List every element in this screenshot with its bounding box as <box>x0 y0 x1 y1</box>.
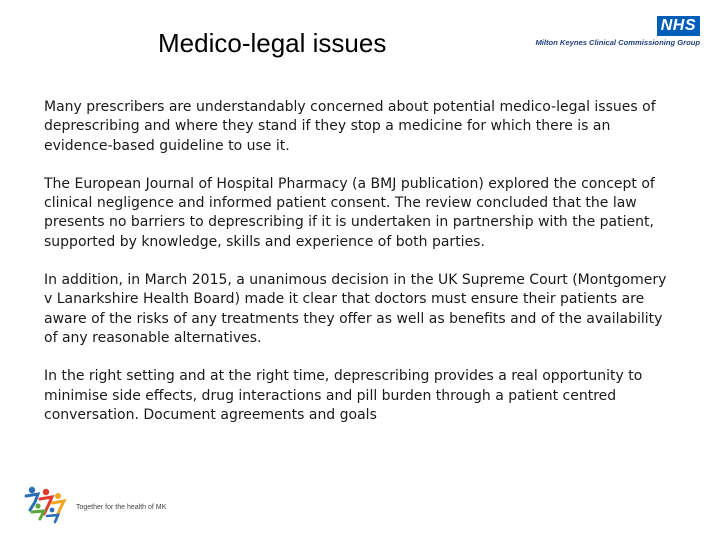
footer-tagline: Together for the health of MK <box>76 504 167 511</box>
nhs-logo-icon: NHS <box>657 16 700 36</box>
people-figures-logo-icon <box>22 484 72 524</box>
paragraph: In the right setting and at the right time, deprescribing provides a real opportunity to minimise side effects, drug interactions and pill burden through a patient centred conversation. Document agreements and goals <box>44 368 643 423</box>
slide-body <box>44 98 676 444</box>
paragraph: In addition, in March 2015, a unanimous decision in the UK Supreme Court (Montgomery v Lanarkshire Health Board) made it clear that doctors must ensure their patients are aware of the risks of any treatments they offer as well as benefits and of the availability of any reasonable alternatives. <box>44 272 667 346</box>
organisation-name: Milton Keynes Clinical Commissioning Group <box>535 38 700 47</box>
footer-branding <box>22 484 222 524</box>
nhs-branding <box>535 16 700 48</box>
slide-title: Medico-legal issues <box>158 28 387 58</box>
paragraph: Many prescribers are understandably concerned about potential medico-legal issues of deprescribing and where they stand if they stop a medicine for which there is an evidence-based guideline to use it. <box>44 99 656 154</box>
paragraph: The European Journal of Hospital Pharmacy (a BMJ publication) explored the concept of clinical negligence and informed patient consent. The review concluded that the law presents no barriers to deprescribing if it is undertaken in partnership with the patient, supported by knowledge, skills and experience of both parties. <box>44 175 655 250</box>
